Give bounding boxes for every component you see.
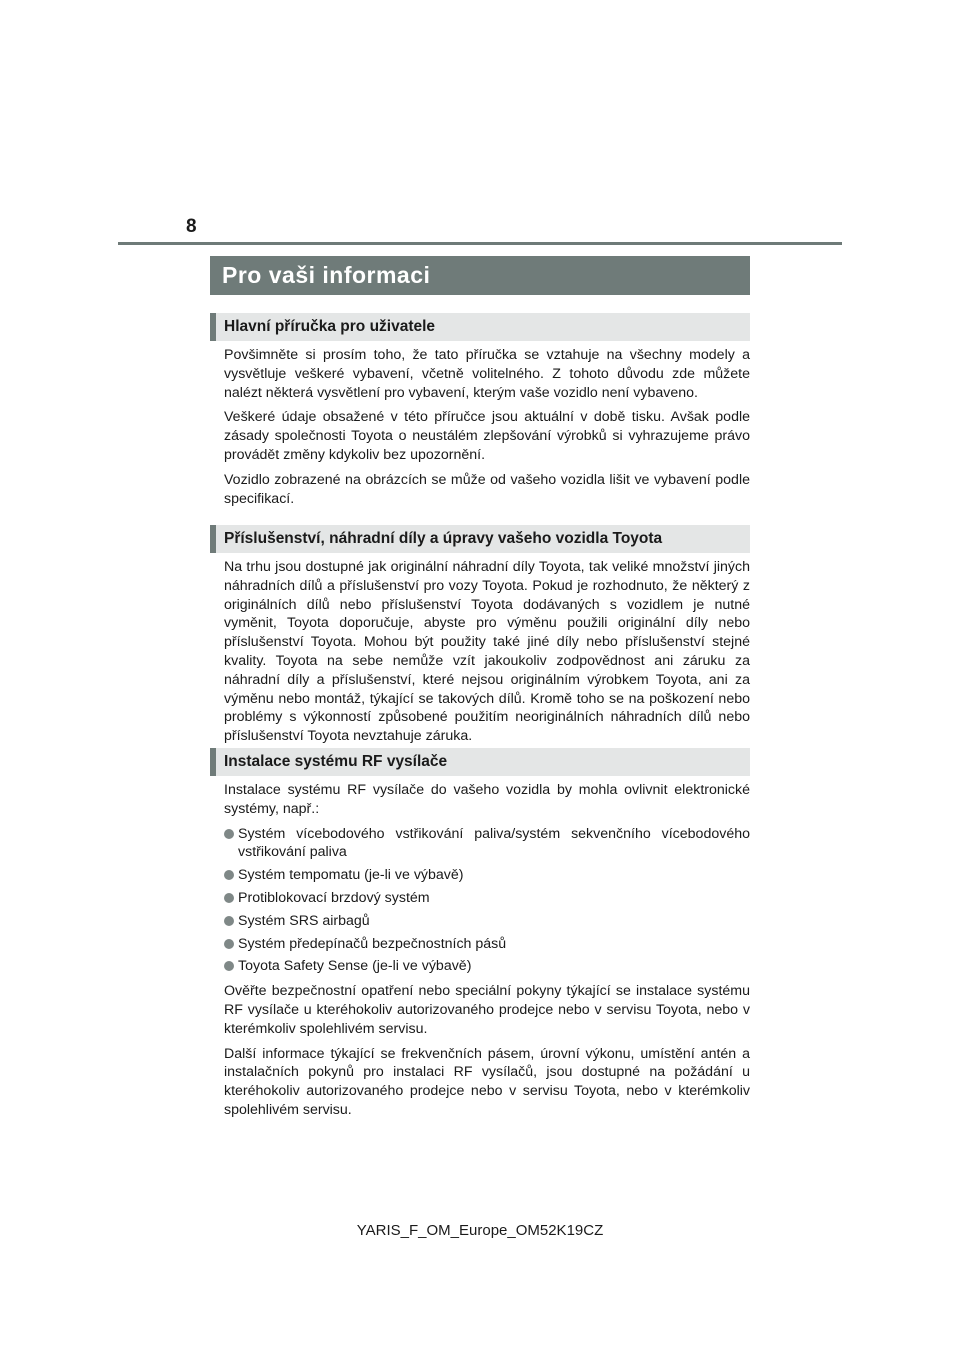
paragraph: Povšimněte si prosím toho, že tato příručka se vztahuje na všechny modely a vysvětluje veškeré vybavení, včetně volitelného. Z tohoto důvodu zde můžete nalézt některá vysvětlení pro vybavení, kterým vaše vozidlo není vybaveno. [224,347,750,401]
list-item [224,866,750,885]
paragraph: Další informace týkající se frekvenčních pásem, úrovní výkonu, umístění antén a instalačních pokynů pro instalaci RF vysílačů, jsou dostupné na požádání u kteréhokoliv autorizovaného prodejce nebo v servisu Toyota, nebo v kterémkoliv spolehlivém servisu. [224,1045,750,1118]
section-rf-transmitter [210,748,750,1126]
list-item [224,825,750,863]
bullet-icon [224,916,234,926]
page-number: 8 [186,216,197,237]
section-body [210,553,750,746]
bullet-icon [224,870,234,880]
list-item-text: Systém tempomatu (je-li ve výbavě) [238,867,464,884]
top-rule [118,242,842,245]
bullet-icon [224,939,234,949]
list-item [224,935,750,954]
list-item-text: Protiblokovací brzdový systém [238,889,430,906]
list-item-text: Toyota Safety Sense (je-li ve výbavě) [238,958,472,975]
section-heading: Instalace systému RF vysílače [210,748,750,776]
list-item-text: Systém SRS airbagů [238,912,370,929]
paragraph: Na trhu jsou dostupné jak originální náhradní díly Toyota, tak veliké množství jiných náhradních dílů a příslušenství pro vozy Toyota. Pokud je rozhodnuto, že některý z originálních dílů nebo příslušenství Toyota dodávaných s vozidlem je nutné vyměnit, Toyota doporučuje, abyste pro výměnu použili originální díly nebo příslušenství Toyota. Mohou být použity také jiné díly nebo příslušenství stejné kvality. Toyota na sebe nemůže vzít jakoukoliv zodpovědnost ani záruku za náhradní díly a příslušenství, které nejsou originálním výrobkem Toyota, ani za výměnu nebo montáž, týkající se takových dílů. Kromě toho se na poškození nebo problémy s výkonností způsobené použitím neoriginálních náhradních dílů nebo příslušenství Toyota nevztahuje záruka. [224,559,750,745]
bullet-list [224,825,750,977]
section-heading: Hlavní příručka pro uživatele [210,313,750,341]
section-body [210,776,750,1120]
paragraph: Instalace systému RF vysílače do vašeho vozidla by mohla ovlivnit elektronické systémy, např.: [224,782,750,817]
list-item [224,912,750,931]
paragraph: Ověřte bezpečnostní opatření nebo speciální pokyny týkající se instalace systému RF vysílače u kteréhokoliv autorizovaného prodejce nebo v servisu Toyota, nebo v kterémkoliv spolehlivém servisu. [224,983,750,1037]
bullet-icon [224,829,234,839]
list-item [224,957,750,976]
section-body [210,341,750,508]
section-accessories [210,525,750,752]
paragraph: Vozidlo zobrazené na obrázcích se může od vašeho vozidla lišit ve vybavení podle specifikací. [224,471,750,507]
footer-document-code: YARIS_F_OM_Europe_OM52K19CZ [356,1222,604,1239]
list-item-text: Systém vícebodového vstřikování paliva/systém sekvenčního vícebodového vstřikování paliva [238,825,750,861]
section-user-manual [210,313,750,514]
paragraph: Veškeré údaje obsažené v této příručce jsou aktuální v době tisku. Avšak podle zásady společnosti Toyota o neustálém zlepšování výrobků si vyhrazujeme právo provádět změny kdykoliv bez upozornění. [224,409,750,463]
list-item [224,889,750,908]
bullet-icon [224,961,234,971]
section-heading: Příslušenství, náhradní díly a úpravy vašeho vozidla Toyota [210,525,750,553]
page-title: Pro vaši informaci [210,256,750,295]
list-item-text: Systém předepínačů bezpečnostních pásů [238,935,507,952]
bullet-icon [224,893,234,903]
